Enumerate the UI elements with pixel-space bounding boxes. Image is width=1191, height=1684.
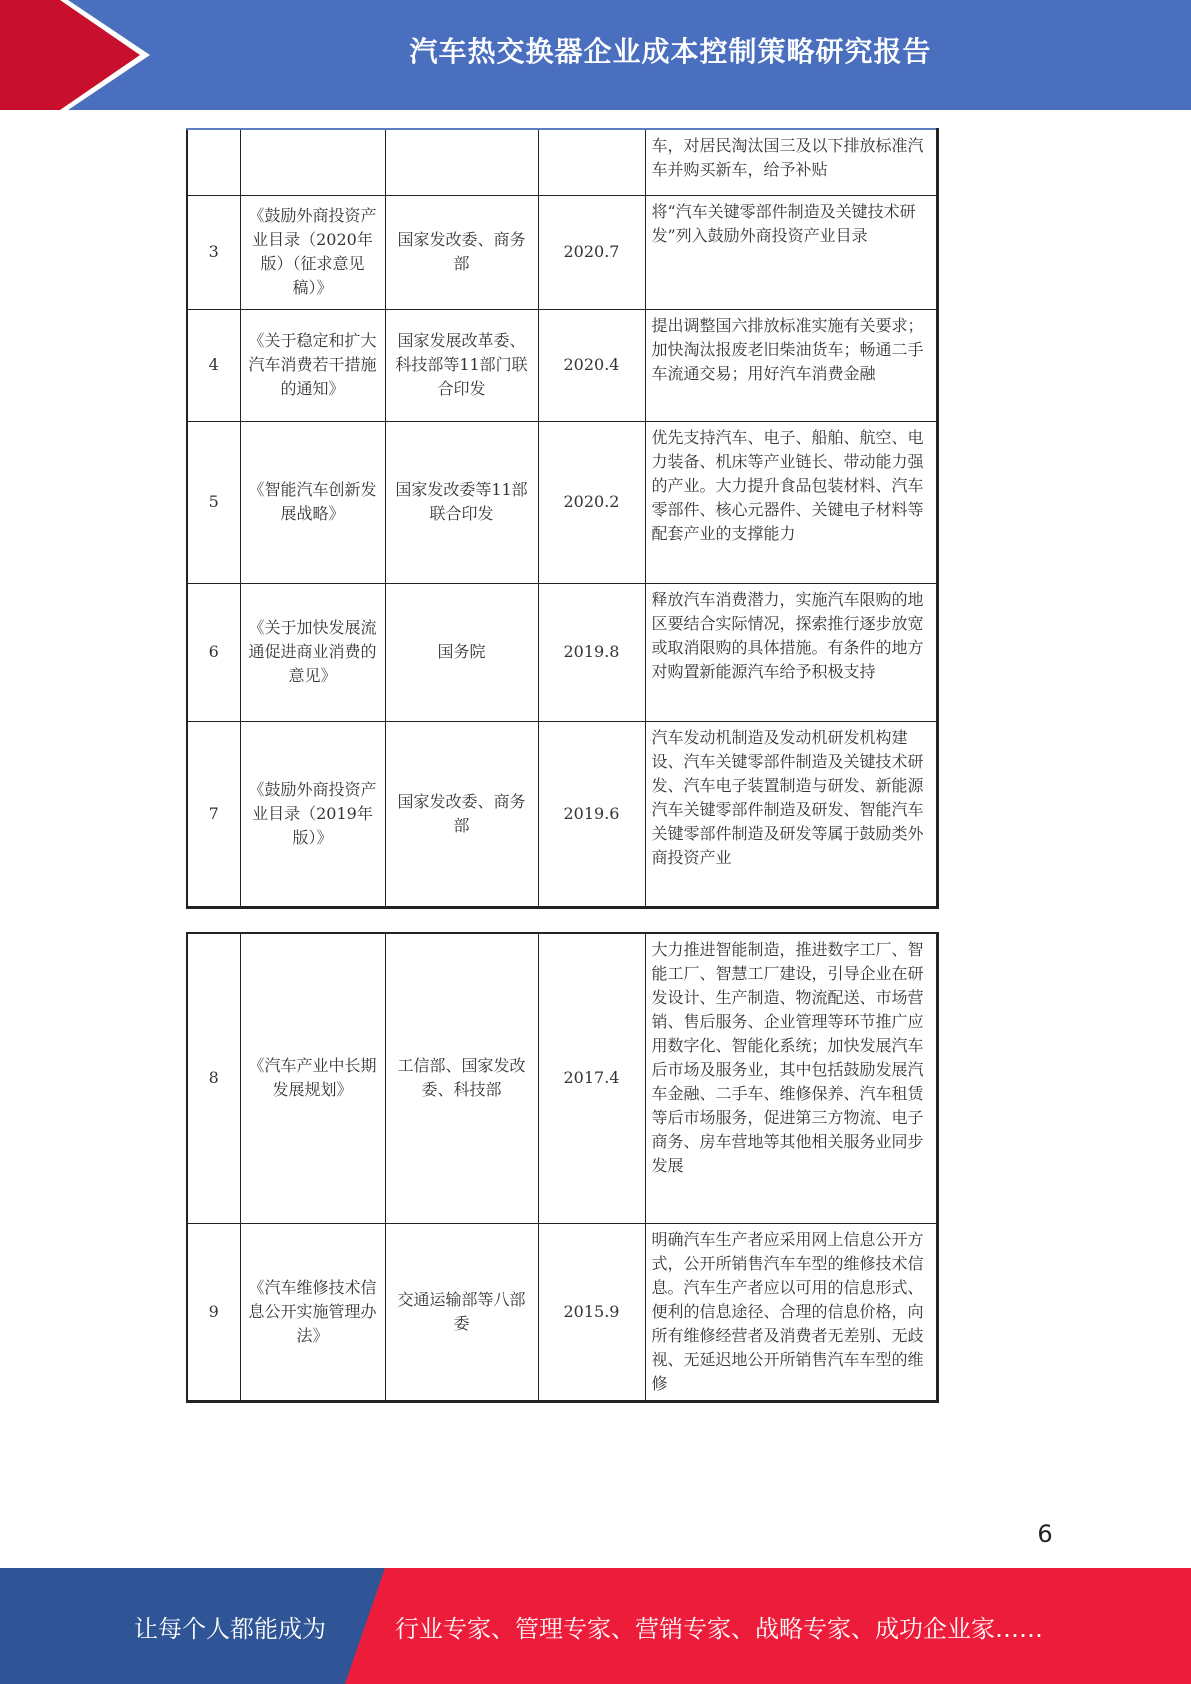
cell-description: 优先支持汽车、电子、船舶、航空、电力装备、机床等产业链长、带动能力强的产业。大力提升食品包装材料、汽车零部件、核心元器件、关键电子材料等配套产业的支撑能力 (645, 421, 937, 583)
policy-table-part-1 (186, 128, 939, 909)
cell-policy-name: 《智能汽车创新发展战略》 (240, 421, 385, 583)
cell-date: 2017.4 (538, 933, 645, 1223)
cell-date: 2015.9 (538, 1223, 645, 1401)
cell-no: 8 (187, 933, 240, 1223)
cell-department: 国家发改委等11部联合印发 (385, 421, 538, 583)
page-header (0, 0, 1191, 110)
cell-date: 2019.8 (538, 583, 645, 721)
cell-no: 5 (187, 421, 240, 583)
description-text: 明确汽车生产者应采用网上信息公开方式，公开所销售汽车车型的维修技术信息。汽车生产者应以可用的信息形式、便利的信息途径、合理的信息价格，向所有维修经营者及消费者无差别、无歧视、无延迟地公开所销售汽车车型的维修 (651, 1229, 924, 1393)
table-row (187, 583, 937, 721)
cell-date: 2020.4 (538, 309, 645, 421)
cell-description: 车，对居民淘汰国三及以下排放标准汽车并购买新车，给予补贴 (645, 129, 937, 195)
cell-no (187, 129, 240, 195)
cell-description: 释放汽车消费潜力，实施汽车限购的地区要结合实际情况，探索推行逐步放宽或取消限购的具体措施。有条件的地方对购置新能源汽车给予积极支持 (645, 583, 937, 721)
cell-policy-name: 《汽车维修技术信息公开实施管理办法》 (240, 1223, 385, 1401)
table-row (187, 129, 937, 195)
cell-no: 4 (187, 309, 240, 421)
cell-no: 3 (187, 195, 240, 309)
cell-no: 6 (187, 583, 240, 721)
cell-policy-name: 《关于加快发展流通促进商业消费的意见》 (240, 583, 385, 721)
table-row (187, 1223, 937, 1401)
table-row (187, 421, 937, 583)
cell-no: 7 (187, 721, 240, 907)
cell-no: 9 (187, 1223, 240, 1401)
cell-date: 2020.7 (538, 195, 645, 309)
cell-date: 2019.6 (538, 721, 645, 907)
table-row (187, 309, 937, 421)
header-chevron-decoration (0, 0, 160, 110)
page-number: 6 (1037, 1520, 1053, 1548)
cell-policy-name: 《鼓励外商投资产业目录（2020年版）（征求意见稿）》 (240, 195, 385, 309)
footer-slogan-right: 行业专家、管理专家、营销专家、战略专家、成功企业家…… (395, 1614, 1043, 1643)
footer-slogan-left: 让每个人都能成为 (134, 1614, 326, 1643)
cell-description (645, 1223, 937, 1401)
table-row (187, 721, 937, 907)
cell-department (385, 129, 538, 195)
cell-description: 汽车发动机制造及发动机研发机构建设、汽车关键零部件制造及关键技术研发、汽车电子装置制造与研发、新能源汽车关键零部件制造及研发、智能汽车关键零部件制造及研发等属于鼓励类外商投资产业 (645, 721, 937, 907)
cell-department: 工信部、国家发改委、科技部 (385, 933, 538, 1223)
cell-date (538, 129, 645, 195)
cell-department: 国务院 (385, 583, 538, 721)
cell-description: 大力推进智能制造，推进数字工厂、智能工厂、智慧工厂建设，引导企业在研发设计、生产制造、物流配送、市场营销、售后服务、企业管理等环节推广应用数字化、智能化系统；加快发展汽车后市场及服务业，其中包括鼓励发展汽车金融、二手车、维修保养、汽车租赁等后市场服务，促进第三方物流、电子商务、房车营地等其他相关服务业同步发展 (645, 933, 937, 1223)
cell-department: 国家发改委、商务部 (385, 721, 538, 907)
report-title: 汽车热交换器企业成本控制策略研究报告 (409, 35, 932, 68)
cell-policy-name: 《鼓励外商投资产业目录（2019年版）》 (240, 721, 385, 907)
table-row (187, 933, 937, 1223)
cell-description: 提出调整国六排放标准实施有关要求；加快淘汰报废老旧柴油货车；畅通二手车流通交易；用好汽车消费金融 (645, 309, 937, 421)
cell-department: 交通运输部等八部委 (385, 1223, 538, 1401)
cell-policy-name (240, 129, 385, 195)
cell-policy-name: 《关于稳定和扩大汽车消费若干措施的通知》 (240, 309, 385, 421)
cell-date: 2020.2 (538, 421, 645, 583)
cell-policy-name: 《汽车产业中长期发展规划》 (240, 933, 385, 1223)
policy-table-part-2 (186, 932, 939, 1403)
cell-department: 国家发展改革委、科技部等11部门联合印发 (385, 309, 538, 421)
cell-description: 将“汽车关键零部件制造及关键技术研发”列入鼓励外商投资产业目录 (645, 195, 937, 309)
table-row (187, 195, 937, 309)
cell-department: 国家发改委、商务部 (385, 195, 538, 309)
page-footer (0, 1568, 1191, 1684)
